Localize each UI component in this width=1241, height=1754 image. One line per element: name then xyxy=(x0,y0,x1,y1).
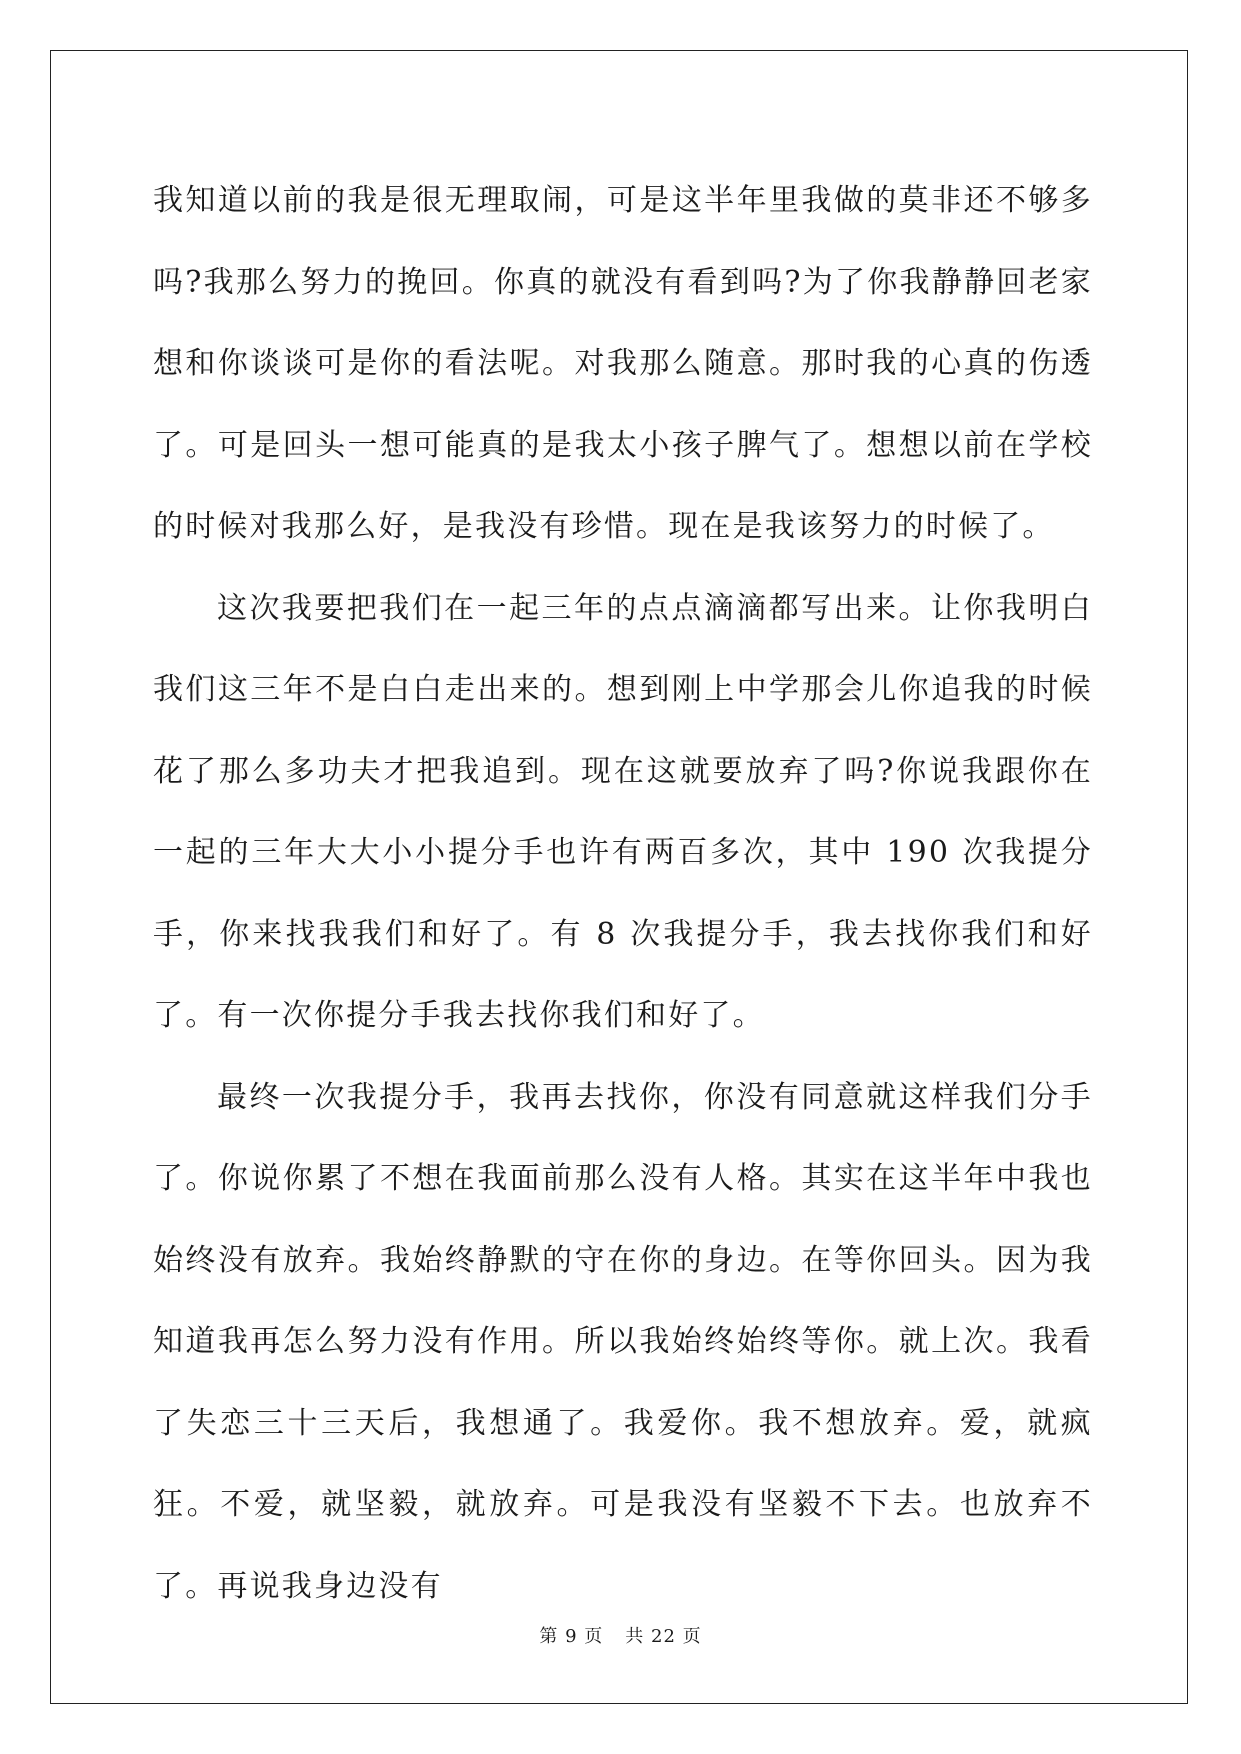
paragraph-3: 最终一次我提分手，我再去找你，你没有同意就这样我们分手了。你说你累了不想在我面前那么没有人格。其实在这半年中我也始终没有放弃。我始终静默的守在你的身边。在等你回头。因为我知道我再怎么努力没有作用。所以我始终始终等你。就上次。我看了失恋三十三天后，我想通了。我爱你。我不想放弃。爱，就疯狂。不爱，就坚毅，就放弃。可是我没有坚毅不下去。也放弃不了。再说我身边没有 xyxy=(153,1079,1093,1604)
document-body xyxy=(153,160,1093,1627)
page-total: 共 22 页 xyxy=(625,1626,702,1647)
page-footer xyxy=(0,1622,1241,1648)
page-number: 第 9 页 xyxy=(539,1626,604,1647)
paragraph-1: 我知道以前的我是很无理取闹，可是这半年里我做的莫非还不够多吗?我那么努力的挽回。你真的就没有看到吗?为了你我静静回老家想和你谈谈可是你的看法呢。对我那么随意。那时我的心真的伤透了。可是回头一想可能真的是我太小孩子脾气了。想想以前在学校的时候对我那么好，是我没有珍惜。现在是我该努力的时候了。 xyxy=(153,183,1093,544)
paragraph-2: 这次我要把我们在一起三年的点点滴滴都写出来。让你我明白我们这三年不是白白走出来的。想到刚上中学那会儿你追我的时候花了那么多功夫才把我追到。现在这就要放弃了吗?你说我跟你在一起的三年大大小小提分手也许有两百多次，其中 190 次我提分手，你来找我我们和好了。有 8 次我提分手，我去找你我们和好了。有一次你提分手我去找你我们和好了。 xyxy=(153,590,1093,1033)
